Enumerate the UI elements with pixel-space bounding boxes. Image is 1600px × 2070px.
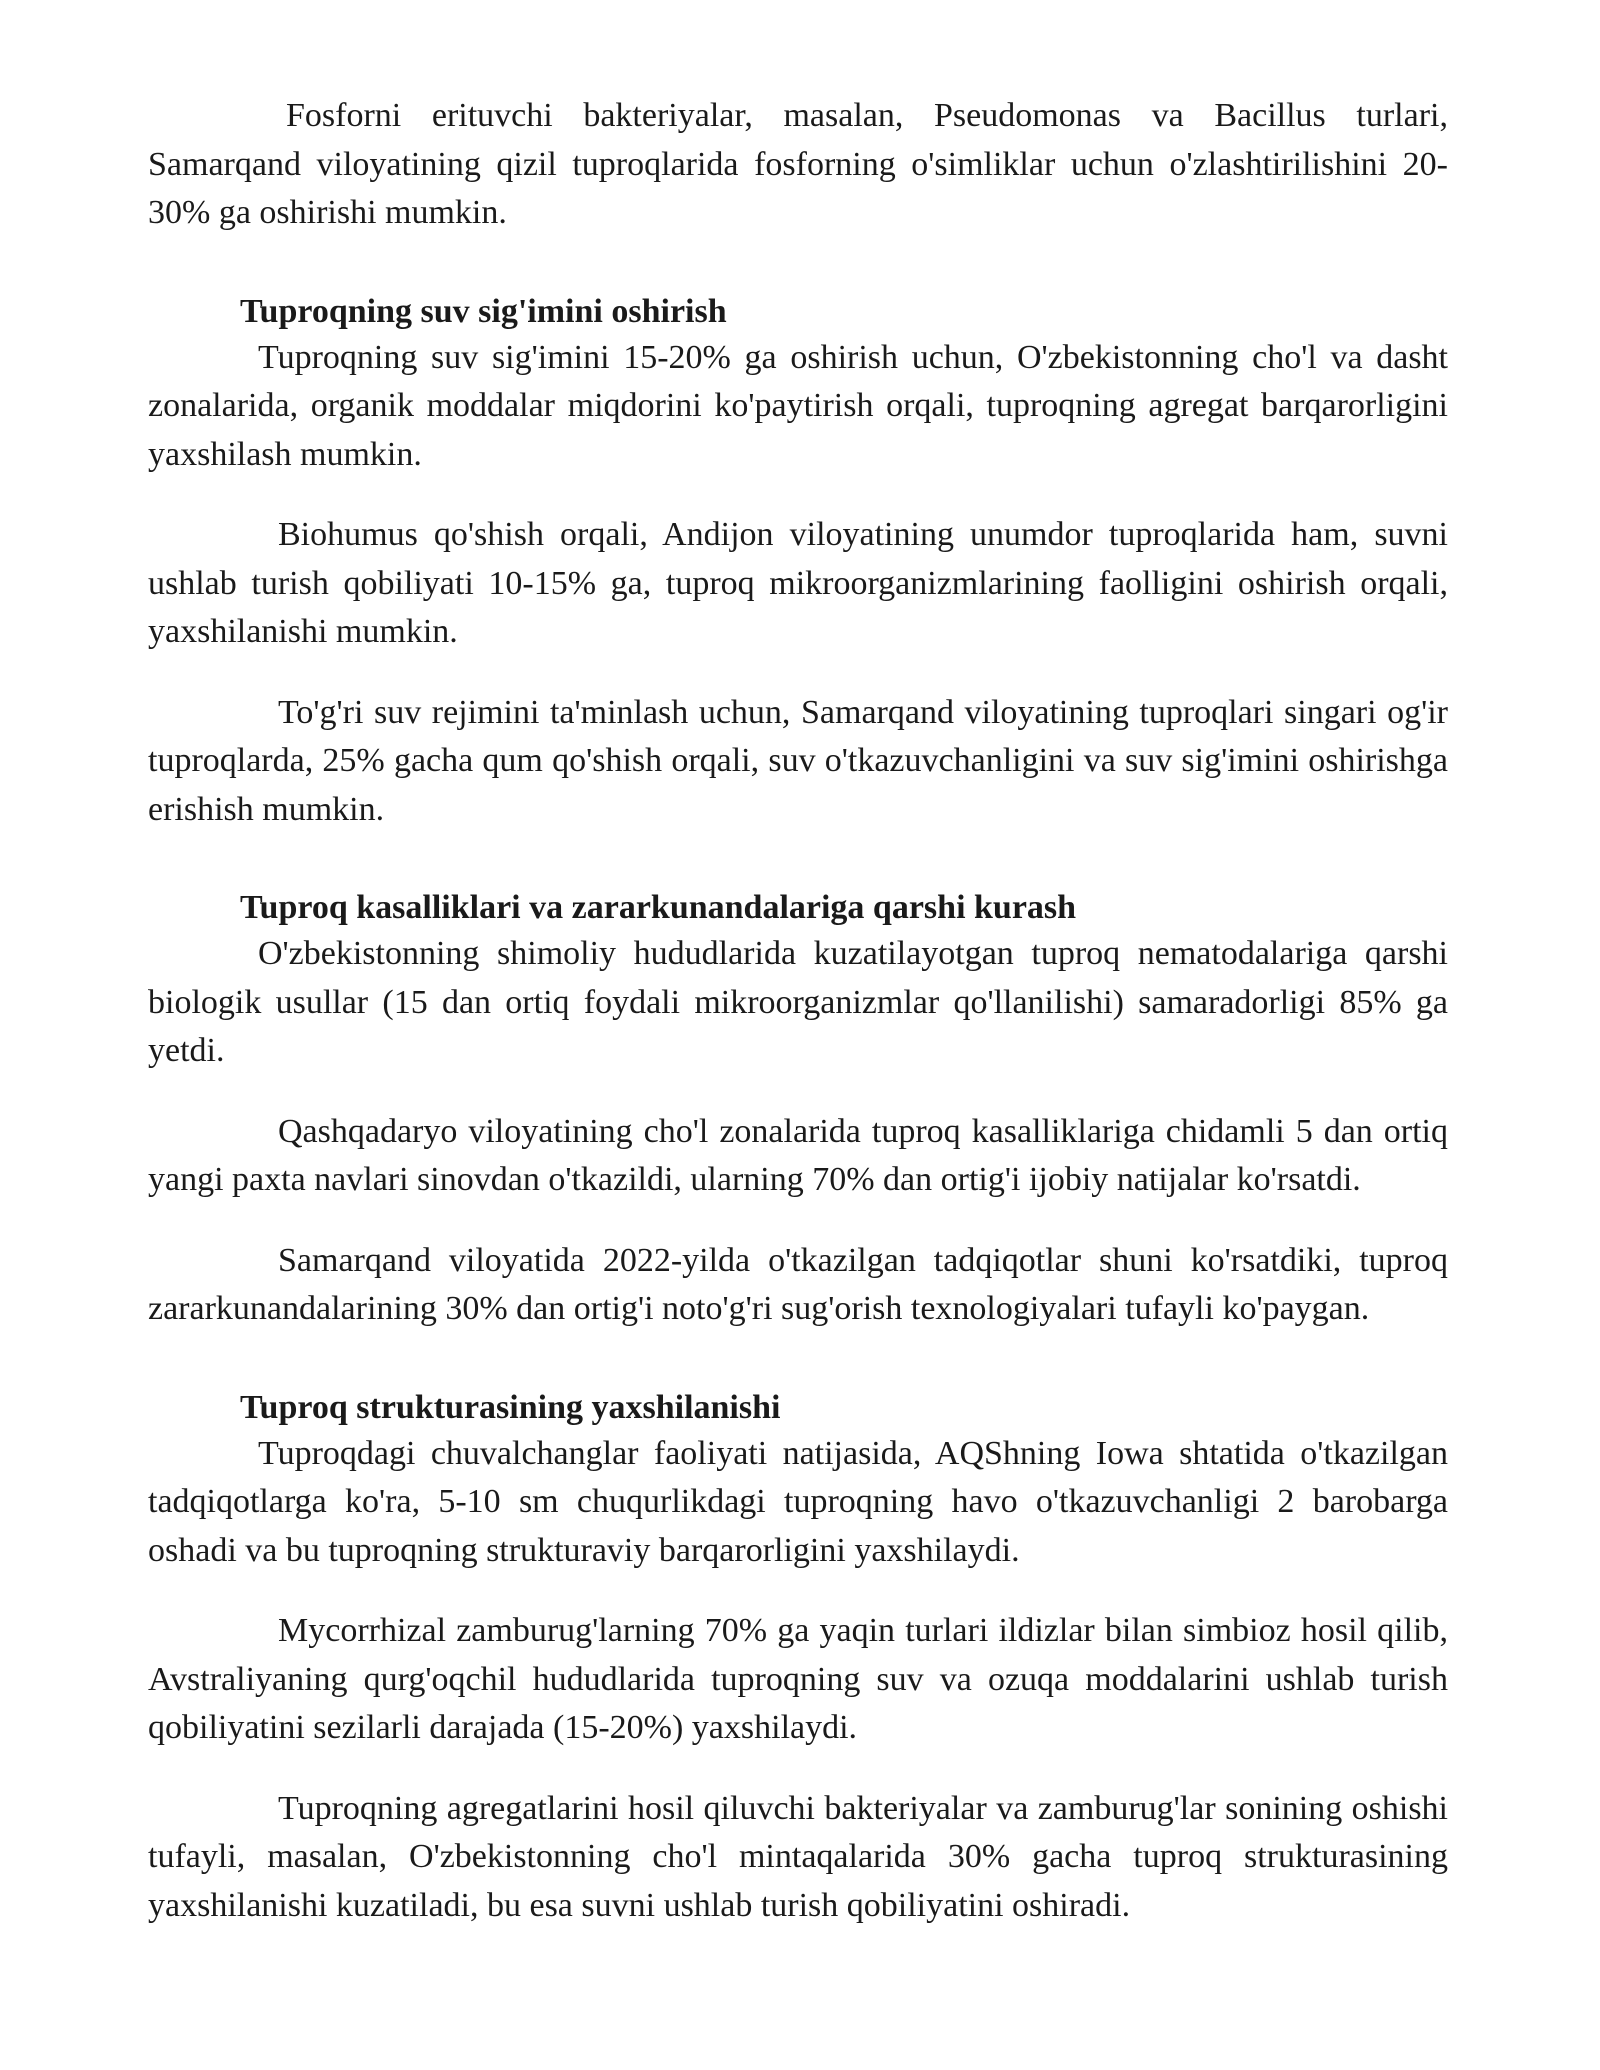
paragraph-pests-irrigation: Samarqand viloyatida 2022-yilda o'tkazilgan tadqiqotlar shuni ko'rsatdiki, tuproq zararkunandalarining 30% dan ortig'i noto'g'ri sug'orish texnologiyalari tufayli ko'paygan. bbox=[148, 1241, 1448, 1327]
paragraph-aggregates: Tuproqning agregatlarini hosil qiluvchi bakteriyalar va zamburug'lar sonining oshishi tufayli, masalan, O'zbekistonning cho'l mintaqalarida 30% gacha tuproq strukturasining yaxshilanishi kuzatiladi, bu esa suvni ushlab turish qobiliyatini oshiradi. bbox=[148, 1789, 1448, 1924]
section-heading-soil-structure: Tuproq strukturasining yaxshilanishi bbox=[240, 1388, 781, 1426]
paragraph-mycorrhizal: Mycorrhizal zamburug'larning 70% ga yaqin turlari ildizlar bilan simbioz hosil qilib, Avstraliyaning qurg'oqchil hududlarida tuproqning suv va ozuqa moddalarini ushlab turish qobiliyatini sezilarli darajada (15-20%) yaxshilaydi. bbox=[148, 1612, 1448, 1746]
document-page bbox=[148, 92, 1448, 1930]
paragraph-water-capacity: Tuproqning suv sig'imini 15-20% ga oshirish uchun, O'zbekistonning cho'l va dasht zonalarida, organik moddalar miqdorini ko'paytirish orqali, tuproqning agregat barqarorligini yaxshilash mumkin. bbox=[148, 338, 1448, 473]
section-heading-water-capacity: Tuproqning suv sig'imini oshirish bbox=[240, 292, 727, 330]
section-heading-diseases-pests: Tuproq kasalliklari va zararkunandalariga qarshi kurash bbox=[240, 889, 1077, 926]
paragraph-cotton-varieties: Qashqadaryo viloyatining cho'l zonalarida tuproq kasalliklariga chidamli 5 dan ortiq yangi paxta navlari sinovdan o'tkazildi, ularning 70% dan ortig'i ijobiy natijalar ko'rsatdi. bbox=[148, 1112, 1448, 1198]
paragraph-phosphorus-bacteria: Fosforni erituvchi bakteriyalar, masalan, Pseudomonas va Bacillus turlari, Samarqand viloyatining qizil tuproqlarida fosforning o'simliklar uchun o'zlashtirilishini 20-30% ga oshirishi mumkin. bbox=[148, 97, 1448, 231]
paragraph-water-regime: To'g'ri suv rejimini ta'minlash uchun, Samarqand viloyatining tuproqlari singari og'ir tuproqlarda, 25% gacha qum qo'shish orqali, suv o'tkazuvchanligini va suv sig'imini oshirishga erishish mumkin. bbox=[148, 693, 1448, 828]
paragraph-biohumus: Biohumus qo'shish orqali, Andijon viloyatining unumdor tuproqlarida ham, suvni ushlab turish qobiliyati 10-15% ga, tuproq mikroorganizmlarining faolligini oshirish orqali, yaxshilanishi mumkin. bbox=[148, 516, 1448, 650]
paragraph-nematodes: O'zbekistonning shimoliy hududlarida kuzatilayotgan tuproq nematodalariga qarshi biologik usullar (15 dan ortiq foydali mikroorganizmlar qo'llanilishi) samaradorligi 85% ga yetdi. bbox=[148, 935, 1448, 1069]
paragraph-earthworms: Tuproqdagi chuvalchanglar faoliyati natijasida, AQShning Iowa shtatida o'tkazilgan tadqiqotlarga ko'ra, 5-10 sm chuqurlikdagi tuproqning havo o'tkazuvchanligi 2 barobarga oshadi va bu tuproqning strukturaviy barqarorligini yaxshilaydi. bbox=[148, 1434, 1448, 1569]
